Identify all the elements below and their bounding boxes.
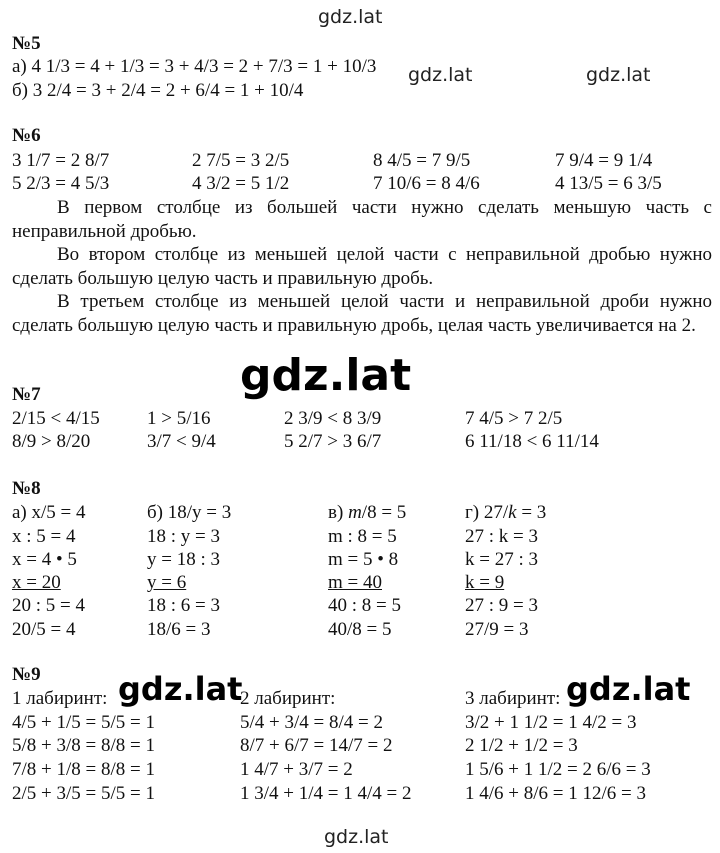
- watermark-top: gdz.lat: [318, 6, 383, 28]
- s6-paragraph-1: В первом столбце из большей части нужно сделать меньшую часть с неправильной дробью.: [12, 197, 712, 242]
- section-8-title: №8: [12, 478, 41, 499]
- s8-c-line-2: m : 8 = 5: [328, 526, 397, 547]
- s6-r1-c4: 7 9/4 = 9 1/4: [555, 150, 653, 171]
- section-6-explanation: [12, 196, 712, 337]
- s9-1-header: 1 лабиринт:: [12, 688, 108, 709]
- s9-3-line-2: 2 1/2 + 1/2 = 3: [465, 735, 578, 756]
- watermark-s9-left: gdz.lat: [118, 670, 243, 708]
- s9-2-line-3: 1 4/7 + 3/7 = 2: [240, 759, 353, 780]
- s8-b-line-1: б) 18/y = 3: [147, 502, 232, 523]
- s8-c-line-1: в) m/8 = 5: [328, 502, 407, 523]
- s9-2-line-4: 1 3/4 + 1/4 = 1 4/4 = 2: [240, 783, 412, 804]
- s7-r1-c3: 2 3/9 < 8 3/9: [284, 408, 382, 429]
- s9-1-line-1: 4/5 + 1/5 = 5/5 = 1: [12, 712, 155, 733]
- watermark-s5-left: gdz.lat: [408, 64, 473, 86]
- s6-r1-c2: 2 7/5 = 3 2/5: [192, 150, 290, 171]
- s8-d-line-3: k = 27 : 3: [465, 549, 538, 570]
- s7-r1-c1: 2/15 < 4/15: [12, 408, 100, 429]
- s8-c-check-2: 40/8 = 5: [328, 619, 392, 640]
- s6-r2-c2: 4 3/2 = 5 1/2: [192, 173, 290, 194]
- s7-r2-c1: 8/9 > 8/20: [12, 431, 91, 452]
- s8-d-line-2: 27 : k = 3: [465, 526, 538, 547]
- s9-2-line-1: 5/4 + 3/4 = 8/4 = 2: [240, 712, 383, 733]
- s7-r2-c2: 3/7 < 9/4: [147, 431, 216, 452]
- watermark-s9-right: gdz.lat: [566, 670, 691, 708]
- s9-1-line-2: 5/8 + 3/8 = 8/8 = 1: [12, 735, 155, 756]
- section-5-line-b: б) 3 2/4 = 3 + 2/4 = 2 + 6/4 = 1 + 10/4: [12, 80, 304, 101]
- s8-b-check-1: 18 : 6 = 3: [147, 595, 220, 616]
- section-5-line-a: а) 4 1/3 = 4 + 1/3 = 3 + 4/3 = 2 + 7/3 = 1 + 10/3: [12, 56, 377, 77]
- s8-d-check-1: 27 : 9 = 3: [465, 595, 538, 616]
- s8-b-line-2: 18 : y = 3: [147, 526, 220, 547]
- s8-d-answer: k = 9: [465, 572, 505, 593]
- s8-c-line-3: m = 5 • 8: [328, 549, 399, 570]
- s8-b-answer: y = 6: [147, 572, 187, 593]
- watermark-center-large: gdz.lat: [240, 350, 412, 401]
- s6-paragraph-2: Во втором столбце из меньшей целой части с неправильной дробью нужно сделать большую целую часть и правильную дробь.: [12, 244, 712, 289]
- s9-3-header: 3 лабиринт:: [465, 688, 561, 709]
- section-7-title: №7: [12, 384, 41, 405]
- s6-r1-c1: 3 1/7 = 2 8/7: [12, 150, 110, 171]
- s6-r2-c4: 4 13/5 = 6 3/5: [555, 173, 662, 194]
- s8-c-answer: m = 40: [328, 572, 382, 593]
- s7-r1-c2: 1 > 5/16: [147, 408, 211, 429]
- s9-1-line-4: 2/5 + 3/5 = 5/5 = 1: [12, 783, 155, 804]
- watermark-s5-right: gdz.lat: [586, 64, 651, 86]
- s7-r1-c4: 7 4/5 > 7 2/5: [465, 408, 563, 429]
- section-5-title: №5: [12, 33, 41, 54]
- s7-r2-c3: 5 2/7 > 3 6/7: [284, 431, 382, 452]
- s9-3-line-1: 3/2 + 1 1/2 = 1 4/2 = 3: [465, 712, 637, 733]
- s8-a-line-1: а) x/5 = 4: [12, 502, 86, 523]
- s6-r2-c3: 7 10/6 = 8 4/6: [373, 173, 480, 194]
- s8-a-line-2: x : 5 = 4: [12, 526, 76, 547]
- s9-3-line-4: 1 4/6 + 8/6 = 1 12/6 = 3: [465, 783, 646, 804]
- s8-c-check-1: 40 : 8 = 5: [328, 595, 401, 616]
- watermark-bottom: gdz.lat: [324, 826, 389, 848]
- s8-a-check-1: 20 : 5 = 4: [12, 595, 85, 616]
- section-6-title: №6: [12, 125, 41, 146]
- section-9-title: №9: [12, 664, 41, 685]
- s9-1-line-3: 7/8 + 1/8 = 8/8 = 1: [12, 759, 155, 780]
- s6-r1-c3: 8 4/5 = 7 9/5: [373, 150, 471, 171]
- s8-d-check-2: 27/9 = 3: [465, 619, 529, 640]
- s8-b-check-2: 18/6 = 3: [147, 619, 211, 640]
- s9-2-line-2: 8/7 + 6/7 = 14/7 = 2: [240, 735, 393, 756]
- s8-a-line-3: x = 4 • 5: [12, 549, 77, 570]
- s7-r2-c4: 6 11/18 < 6 11/14: [465, 431, 599, 452]
- s8-a-check-2: 20/5 = 4: [12, 619, 76, 640]
- s6-paragraph-3: В третьем столбце из меньшей целой части и неправильной дроби нужно сделать большую целую часть и правильную дробь, целая часть увеличивается на 2.: [12, 291, 712, 336]
- s6-r2-c1: 5 2/3 = 4 5/3: [12, 173, 110, 194]
- s9-2-header: 2 лабиринт:: [240, 688, 336, 709]
- s9-3-line-3: 1 5/6 + 1 1/2 = 2 6/6 = 3: [465, 759, 651, 780]
- s8-b-line-3: y = 18 : 3: [147, 549, 220, 570]
- s8-d-line-1: г) 27/k = 3: [465, 502, 547, 523]
- s8-a-answer: x = 20: [12, 572, 61, 593]
